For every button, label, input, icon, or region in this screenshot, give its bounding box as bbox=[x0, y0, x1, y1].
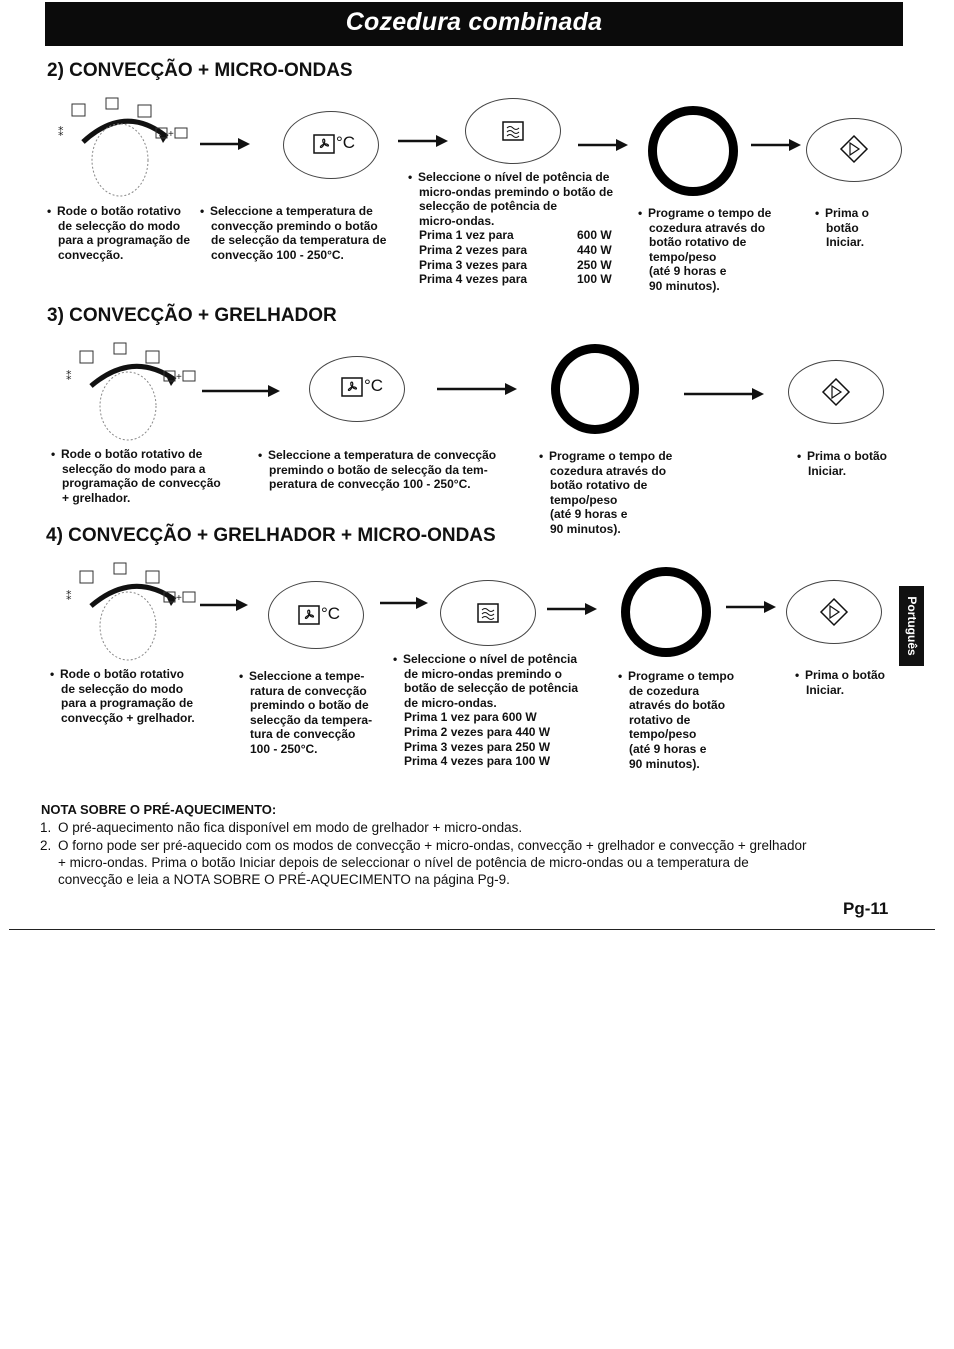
step-text: • Rode o botão rotativo de selecção do modo para a programação de convecção. bbox=[47, 204, 191, 262]
step-text: • Rode o botão rotativo de selecção do modo para a programação de convecção + grelhador. bbox=[50, 667, 195, 725]
svg-text:+: + bbox=[168, 129, 174, 140]
arrow-icon bbox=[200, 598, 248, 612]
microwave-icon bbox=[502, 121, 524, 141]
start-diamond-icon bbox=[820, 598, 848, 626]
arrow-icon bbox=[547, 602, 597, 616]
step-text: • Prima o botão Iniciar. bbox=[795, 668, 886, 697]
celsius-label: °C bbox=[364, 376, 384, 395]
svg-text:+: + bbox=[176, 593, 182, 604]
start-diamond-icon bbox=[822, 378, 850, 406]
celsius-label: °C bbox=[336, 133, 356, 152]
page-number: Pg-11 bbox=[843, 899, 889, 918]
note-item: 2. O forno pode ser pré-aquecido com os modos de convecção + micro-ondas, convecção + grelhador e convecção + grelhador + micro-ondas. Prima o botão Iniciar depois de seleccionar o nível de potência de micro-ondas ou a temperatura de convecção e leia a NOTA SOBRE O PRÉ-AQUECIMENTO na página Pg-9. bbox=[40, 838, 807, 887]
mode-dial-icon bbox=[63, 338, 213, 443]
step-text: • Prima o botão Iniciar. bbox=[797, 449, 888, 478]
arrow-icon bbox=[437, 382, 517, 396]
microwave-power-button[interactable] bbox=[465, 98, 561, 164]
temperature-button[interactable] bbox=[309, 356, 405, 422]
page-title: Cozedura combinada bbox=[345, 8, 603, 36]
language-tab-label: Português bbox=[904, 596, 919, 656]
microwave-icon bbox=[477, 603, 499, 623]
time-weight-dial[interactable] bbox=[621, 567, 711, 657]
note-item: 1. O pré-aquecimento não fica disponível em modo de grelhador + micro-ondas. bbox=[40, 820, 523, 835]
start-button[interactable] bbox=[806, 118, 902, 182]
convection-fan-icon bbox=[341, 377, 363, 397]
svg-text:⁑: ⁑ bbox=[58, 126, 64, 139]
arrow-icon bbox=[200, 137, 250, 151]
power-row: Prima 1 vez para 600 W bbox=[419, 228, 612, 243]
section-title-convection-grill-microwave: 4) CONVECÇÃO + GRELHADOR + MICRO-ONDAS bbox=[46, 525, 496, 546]
arrow-icon bbox=[398, 134, 448, 148]
temperature-button[interactable] bbox=[268, 581, 364, 649]
power-row: Prima 2 vezes para 440 W bbox=[419, 242, 612, 257]
arrow-icon bbox=[202, 384, 280, 398]
start-button[interactable] bbox=[788, 360, 884, 424]
arrow-icon bbox=[380, 596, 428, 610]
note-title: NOTA SOBRE O PRÉ-AQUECIMENTO: bbox=[41, 802, 277, 817]
arrow-icon bbox=[578, 138, 628, 152]
power-row: Prima 3 vezes para 250 W bbox=[419, 257, 612, 272]
mode-dial-icon bbox=[55, 95, 205, 200]
step-text: • Seleccione o nível de potência de micro-ondas premindo o botão de selecção de potência de micro-ondas. Prima 1 vez para 600 W Prima 2 vezes para 440 W Prima 3 vezes para 250 W Prima 4 vezes para 100 W bbox=[393, 652, 579, 769]
time-weight-dial[interactable] bbox=[551, 344, 639, 434]
step-text: • Seleccione a temperatura de convecção premindo o botão de selecção da temperatura de convecção 100 - 250°C. bbox=[200, 204, 387, 262]
step-text: • Seleccione a tempe- ratura de convecção premindo o botão de selecção da tempera- tura de convecção 100 - 250°C. bbox=[239, 669, 373, 756]
celsius-label: °C bbox=[321, 604, 341, 623]
convection-fan-icon bbox=[313, 134, 335, 154]
convection-fan-icon bbox=[298, 605, 320, 625]
arrow-icon bbox=[726, 600, 776, 614]
step-text: • Prima o botão Iniciar. bbox=[815, 206, 870, 250]
arrow-icon bbox=[684, 387, 764, 401]
page-header-bar bbox=[45, 2, 903, 46]
time-weight-dial[interactable] bbox=[648, 106, 738, 196]
microwave-power-button[interactable] bbox=[440, 580, 536, 646]
svg-text:⁑: ⁑ bbox=[66, 590, 72, 603]
mode-dial-icon bbox=[63, 558, 213, 663]
arrow-icon bbox=[751, 138, 801, 152]
step-text: • Programe o tempo de cozedura através do botão rotativo de tempo/peso (até 9 horas e 90 minutos). bbox=[618, 669, 735, 771]
temperature-button[interactable] bbox=[283, 111, 379, 179]
power-row: Prima 4 vezes para 100 W bbox=[419, 272, 612, 287]
svg-text:+: + bbox=[176, 372, 182, 383]
step-text: • Seleccione o nível de potência de micro-ondas premindo o botão de selecção de potência de micro-ondas. Prima 1 vez para 600 W Prima 2 vezes para 440 W Prima 3 vezes para 250 W Prima 4 vezes para 100 W bbox=[408, 170, 614, 287]
start-button[interactable] bbox=[786, 580, 882, 644]
section-title-convection-grill: 3) CONVECÇÃO + GRELHADOR bbox=[47, 305, 337, 326]
step-text: • Programe o tempo de cozedura através do botão rotativo de tempo/peso (até 9 horas e 90 minutos). bbox=[638, 206, 772, 293]
svg-text:⁑: ⁑ bbox=[66, 370, 72, 383]
footer-divider bbox=[9, 929, 935, 930]
language-tab bbox=[899, 586, 924, 666]
step-text: • Rode o botão rotativo de selecção do modo para a programação de convecção + grelhador. bbox=[51, 447, 221, 505]
step-text: • Programe o tempo de cozedura através do botão rotativo de tempo/peso (até 9 horas e 90 minutos). bbox=[539, 449, 673, 536]
step-text: • Seleccione a temperatura de convecção premindo o botão de selecção da tem- peratura de convecção 100 - 250°C. bbox=[258, 448, 497, 492]
section-title-convection-microwave: 2) CONVECÇÃO + MICRO-ONDAS bbox=[47, 60, 353, 81]
start-diamond-icon bbox=[840, 135, 868, 163]
